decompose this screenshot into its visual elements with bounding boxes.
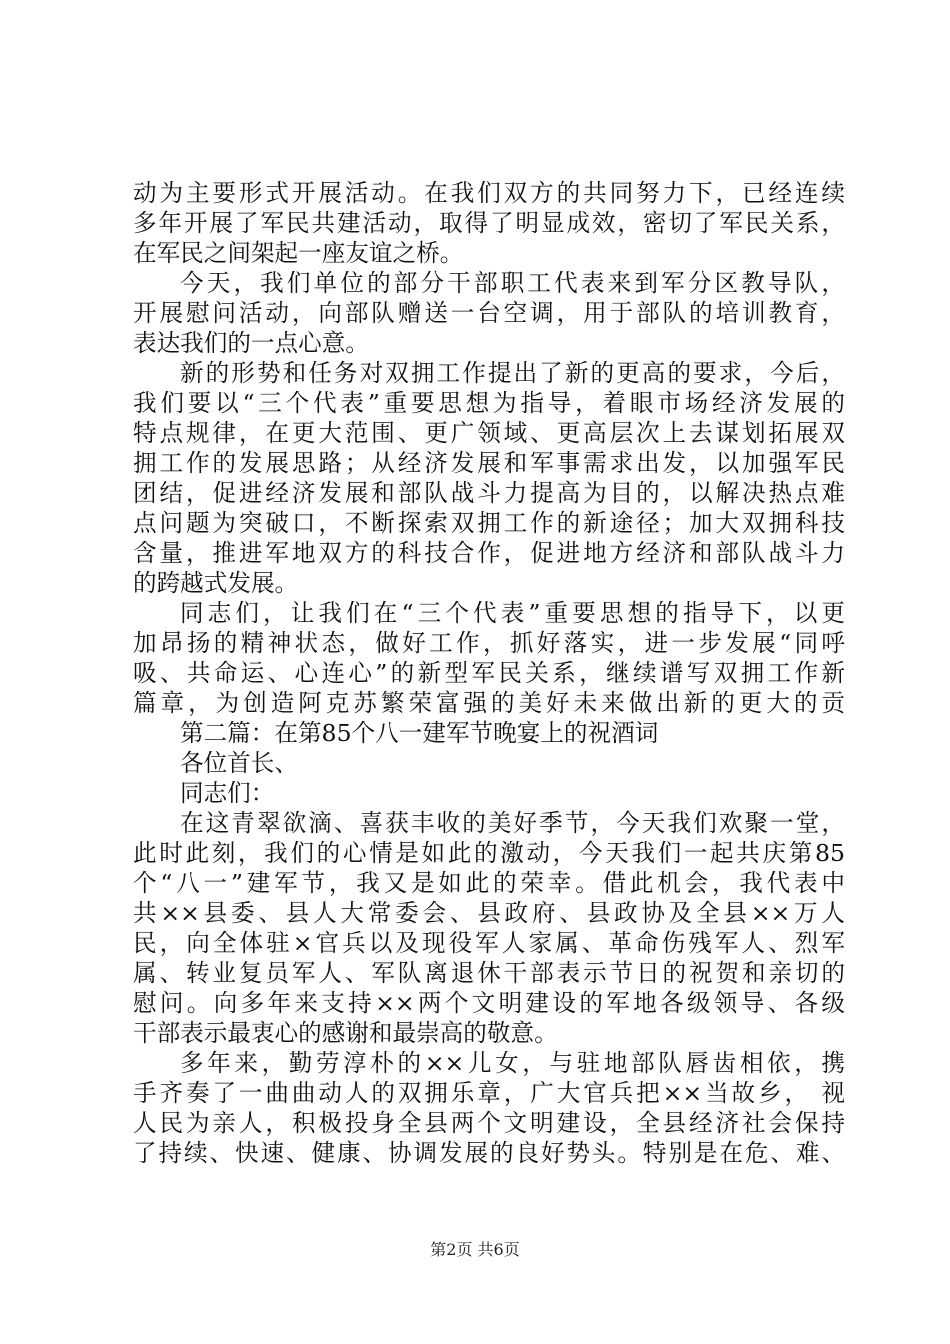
text-line: 人民为亲人，积极投身全县两个文明建设，全县经济社会保持 [133, 1109, 845, 1137]
text-line: 点问题为突破口，不断探索双拥工作的新途径；加大双拥科技 [133, 509, 845, 537]
text-line: 多年开展了军民共建活动，取得了明显成效，密切了军民关系， [133, 209, 845, 237]
text-line: 共××县委、县人大常委会、县政府、县政协及全县××万人 [133, 899, 845, 927]
text-line: 开展慰问活动，向部队赠送一台空调，用于部队的培训教育， [133, 299, 845, 327]
text-line: 属、转业复员军人、军队离退休干部表示节日的祝贺和亲切的 [133, 959, 845, 987]
text-line: 在军民之间架起一座友谊之桥。 [133, 239, 464, 267]
text-line: 篇章，为创造阿克苏繁荣富强的美好未来做出新的更大的贡 [133, 689, 845, 717]
heading-line: 同志们： [180, 779, 275, 807]
text-line: 加昂扬的精神状态，做好工作，抓好落实，进一步发展“同呼 [133, 629, 845, 657]
page-number: 第2页 共6页 [430, 1240, 520, 1259]
text-line: 干部表示最衷心的感谢和最崇高的敬意。 [133, 1019, 558, 1047]
text-line: 多年来，勤劳淳朴的××儿女，与驻地部队唇齿相依，携 [180, 1049, 845, 1077]
page-footer [0, 1240, 950, 1260]
text-line: 慰问。向多年来支持××两个文明建设的军地各级领导、各级 [133, 989, 845, 1017]
text-line: 今天，我们单位的部分干部职工代表来到军分区教导队， [180, 269, 845, 297]
text-line: 个“八一”建军节，我又是如此的荣幸。借此机会，我代表中 [133, 869, 845, 897]
text-line: 同志们，让我们在“三个代表”重要思想的指导下，以更 [180, 599, 845, 627]
heading-line: 第二篇：在第85个八一建军节晚宴上的祝酒词 [180, 719, 659, 747]
text-line: 特点规律，在更大范围、更广领域、更高层次上去谋划拓展双 [133, 419, 845, 447]
text-line: 民，向全体驻×官兵以及现役军人家属、革命伤残军人、烈军 [133, 929, 845, 957]
text-line: 动为主要形式开展活动。在我们双方的共同努力下，已经连续 [133, 179, 845, 207]
text-line: 吸、共命运、心连心”的新型军民关系，继续谱写双拥工作新 [133, 659, 845, 687]
text-line: 的跨越式发展。 [133, 569, 299, 597]
heading-line: 各位首长、 [180, 749, 298, 777]
text-line: 团结，促进经济发展和部队战斗力提高为目的，以解决热点难 [133, 479, 845, 507]
text-line: 新的形势和任务对双拥工作提出了新的更高的要求，今后， [180, 359, 845, 387]
text-line: 含量，推进军地双方的科技合作，促进地方经济和部队战斗力 [133, 539, 845, 567]
text-line: 手齐奏了一曲曲动人的双拥乐章，广大官兵把××当故乡， 视 [133, 1079, 845, 1107]
text-line: 了持续、快速、健康、协调发展的良好势头。特别是在危、难、 [133, 1139, 845, 1167]
text-line: 此时此刻，我们的心情是如此的激动，今天我们一起共庆第85 [133, 839, 845, 867]
text-line: 表达我们的一点心意。 [133, 329, 369, 357]
document-body [133, 178, 845, 1168]
text-line: 拥工作的发展思路；从经济发展和军事需求出发，以加强军民 [133, 449, 845, 477]
text-line: 在这青翠欲滴、喜获丰收的美好季节，今天我们欢聚一堂， [180, 809, 845, 837]
text-line: 我们要以“三个代表”重要思想为指导，着眼市场经济发展的 [133, 389, 845, 417]
